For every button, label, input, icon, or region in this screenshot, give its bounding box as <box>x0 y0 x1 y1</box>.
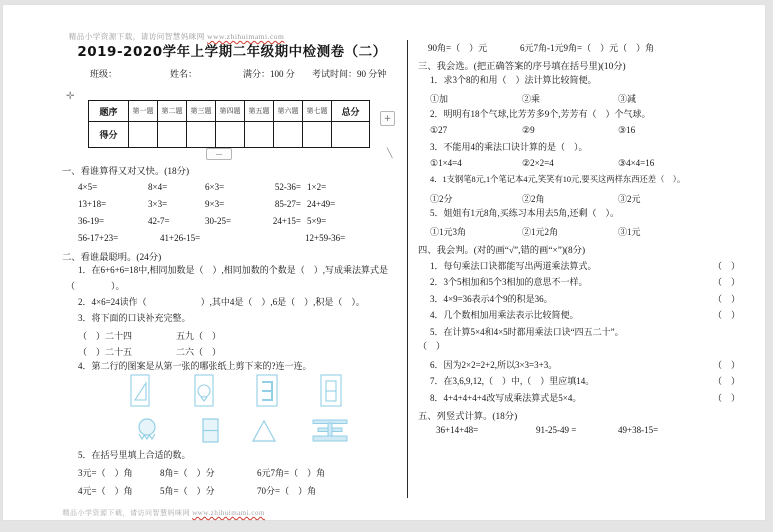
score-cell <box>187 122 216 148</box>
footer-note-text: 精品小学资源下载，请访问智慧妈咪网 <box>62 509 193 517</box>
cut-paper-row <box>125 374 357 408</box>
calc-item: 9×3= <box>205 199 225 209</box>
q2-4: 4．第二行的图案是从第一张的哪张纸上剪下来的?连一连。 <box>78 361 312 371</box>
q2-3: 3．将下面的口诀补充完整。 <box>78 313 191 323</box>
calc-item: 1×2= <box>307 182 327 192</box>
header-url-link[interactable]: www.zhihuimami.com <box>207 32 285 41</box>
money-row <box>78 484 316 497</box>
options-row <box>430 192 641 205</box>
calc-item: 13+18= <box>78 199 107 209</box>
judge-row <box>430 325 740 338</box>
triangle-shape-icon <box>253 421 275 441</box>
exam-time-label: 考试时间：90 分钟 <box>312 69 387 79</box>
score-table-col: 第五题 <box>245 101 274 122</box>
option-item: ③16 <box>618 125 636 135</box>
koujue-row <box>78 345 221 358</box>
calc-item: 42-7= <box>148 216 170 226</box>
table-move-handle-icon[interactable]: ✛ <box>66 91 75 102</box>
judge-bracket: （ ） <box>712 261 740 271</box>
option-item: ②乘 <box>522 94 541 104</box>
judge-text: 1．每句乘法口诀都能写出两道乘法算式。 <box>430 261 597 271</box>
calc-item: 24+15= <box>272 216 301 226</box>
calc-row <box>78 182 326 192</box>
score-table-col: 第六题 <box>274 101 303 122</box>
q2-1-line1: 1．在6+6+6=18中,相同加数是（ ）,相同加数的个数是（ ）,写成乘法算式是 <box>78 265 388 275</box>
money-item: 8角=（ ）分 <box>160 468 215 478</box>
judge-row <box>430 358 740 371</box>
money-item: 70分=（ ）角 <box>257 486 317 496</box>
money-item: 90角=（ ）元 <box>428 43 488 53</box>
page-title: 2019-2020学年上学期二年级期中检测卷（二） <box>77 44 387 60</box>
option-item: ③2元 <box>618 194 641 204</box>
koujue-item: （ ）二十五 <box>78 347 133 357</box>
vertical-calc-row <box>436 425 658 435</box>
option-item: ①27 <box>430 125 448 135</box>
paper-window-cutout-icon <box>321 375 341 406</box>
koujue-item: （ ）二十四 <box>78 331 133 341</box>
score-cell <box>129 122 158 148</box>
score-table <box>88 100 370 148</box>
calc-row <box>78 216 326 226</box>
table-insert-row-button[interactable]: — <box>206 148 232 160</box>
q3-1: 1．求3个8的和用（ ）法计算比较简便。 <box>430 75 597 85</box>
judge-text: 6．因为2×2=2+2,所以3×3=3+3。 <box>430 360 558 370</box>
window-shape-icon <box>203 419 218 442</box>
option-item: ①2分 <box>430 194 453 204</box>
options-row <box>430 125 635 136</box>
score-table-col: 第七题 <box>303 101 332 122</box>
calc-item: 52-36= <box>274 182 301 192</box>
options-row <box>430 225 641 238</box>
wang-shape-icon <box>313 420 347 441</box>
calc-item: 4×5= <box>78 182 98 192</box>
calc-item: 41+26-15= <box>160 233 201 243</box>
koujue-row <box>78 329 221 342</box>
q2-1-line2: （ ）。 <box>66 281 125 291</box>
money-item: 4元=（ ）角 <box>78 486 133 496</box>
calc-row <box>78 233 345 243</box>
score-table-total: 总分 <box>332 101 370 122</box>
judge-row <box>430 308 740 321</box>
koujue-item: 五九（ ） <box>176 331 222 341</box>
judge-row <box>430 292 740 305</box>
paper-balloon-cutout-icon <box>195 375 213 406</box>
option-item: ②2×2=4 <box>522 158 554 168</box>
judge-bracket: （ ） <box>712 393 740 403</box>
header-note <box>64 22 284 42</box>
option-item: ①1元3角 <box>430 227 467 237</box>
section5-heading: 五、列竖式计算。(18分) <box>418 412 518 422</box>
calc-problem: 91-25-49 = <box>536 425 577 435</box>
calc-problem: 36+14+48= <box>436 425 479 435</box>
judge-text: 8．4+4+4+4+4改写成乘法算式是5×4。 <box>430 393 582 403</box>
judge-bracket: （ ） <box>712 310 740 320</box>
table-insert-column-button[interactable]: + <box>380 111 395 126</box>
judge-text: 5．在计算5×4和4×5时都用乘法口诀“四五二十”。 <box>430 327 624 337</box>
paper-triangle-cutout-icon <box>131 375 149 406</box>
options-row <box>430 92 636 105</box>
judge-bracket: （ ） <box>712 277 740 287</box>
q3-3: 3．不能用4的乘法口诀计算的是（ ）。 <box>430 142 588 152</box>
money-continuation-row <box>428 41 654 54</box>
q3-2: 2．明明有18个气球,比芳芳多9个,芳芳有（ ）个气球。 <box>430 109 651 119</box>
money-item: 6元7角=（ ）角 <box>257 468 326 478</box>
cut-shapes-row <box>125 417 357 445</box>
header-note-text: 精品小学资源下载，请访问智慧妈咪网 <box>68 32 208 41</box>
calc-item: 36-19= <box>78 216 105 226</box>
score-table-col: 第二题 <box>158 101 187 122</box>
class-label: 班级： <box>90 69 118 79</box>
judge-text: 7．在3,6,9,12,（ ）中,（ ）里应填14。 <box>430 376 595 386</box>
calc-problem: 49+38-15= <box>618 425 659 435</box>
judge-bracket: （ ） <box>712 294 740 304</box>
section3-heading: 三、我会选。(把正确答案的序号填在括号里)(10分) <box>418 62 626 72</box>
score-cell <box>158 122 187 148</box>
money-row <box>78 466 325 479</box>
column-divider <box>407 40 408 498</box>
section1-heading: 一、看谁算得又对又快。(18分) <box>62 167 190 177</box>
calc-row <box>78 199 335 209</box>
option-item: ②1元2角 <box>522 227 559 237</box>
q2-2: 2．4×6=24读作（ ）,其中4是（ ）,6是（ ）,积是（ ）。 <box>78 297 365 307</box>
score-table-corner: 题序 <box>89 101 129 122</box>
judge-row <box>430 259 740 272</box>
option-item: ③1元 <box>618 227 641 237</box>
section4-heading: 四、我会判。(对的画“√”,错的画“×”)(8分) <box>418 246 586 256</box>
score-row-label: 得分 <box>89 122 129 148</box>
option-item: ③4×4=16 <box>618 158 655 168</box>
judge-bracket: （ ） <box>712 360 740 370</box>
score-table-col: 第一题 <box>129 101 158 122</box>
judge-row <box>430 374 740 387</box>
koujue-item: 二六（ ） <box>176 347 222 357</box>
option-item: ①加 <box>430 94 449 104</box>
calc-item: 85-27= <box>274 199 301 209</box>
balloon-shape-icon <box>139 419 155 439</box>
table-resize-handle-icon[interactable]: ╲ <box>387 149 393 159</box>
calc-item: 6×3= <box>205 182 225 192</box>
score-table-col: 第四题 <box>216 101 245 122</box>
option-item: ②9 <box>522 125 535 135</box>
money-item: 6元7角-1元9角=（ ）元（ ）角 <box>520 43 655 53</box>
q3-4: 4．1支钢笔8元,1个笔记本4元,笑笑有10元,要买这两样东西还差（ ）。 <box>430 175 686 184</box>
name-label: 姓名： <box>170 69 198 79</box>
judge-orphan-bracket: （ ） <box>418 341 446 351</box>
footer-url-link[interactable]: www.zhihuimami.com <box>192 509 265 517</box>
full-score-label: 满分：100 分 <box>243 69 295 79</box>
judge-row <box>430 391 740 404</box>
judge-text: 2．3个5相加和5个3相加的意思不一样。 <box>430 277 588 287</box>
judge-text: 4．几个数相加用乘法表示比较简便。 <box>430 310 579 320</box>
footer-note <box>58 500 265 518</box>
option-item: ②2角 <box>522 194 545 204</box>
calc-item: 24+49= <box>307 199 336 209</box>
calc-item: 5×9= <box>307 216 327 226</box>
score-cell <box>245 122 274 148</box>
calc-item: 12+59-36= <box>305 233 346 243</box>
option-item: ①1×4=4 <box>430 158 462 168</box>
section2-heading: 二、看谁最聪明。(24分) <box>62 253 162 263</box>
judge-text: 3．4×9=36表示4个9的积是36。 <box>430 294 553 304</box>
money-item: 5角=（ ）分 <box>160 486 215 496</box>
calc-item: 56-17+23= <box>78 233 119 243</box>
score-cell <box>216 122 245 148</box>
paper-comb-cutout-icon <box>257 375 277 406</box>
judge-row <box>430 275 740 288</box>
q2-5: 5．在括号里填上合适的数。 <box>78 450 191 460</box>
money-item: 3元=（ ）角 <box>78 468 133 478</box>
calc-item: 3×3= <box>148 199 168 209</box>
option-item: ③减 <box>618 94 637 104</box>
judge-bracket: （ ） <box>712 376 740 386</box>
score-cell <box>274 122 303 148</box>
calc-item: 30-25= <box>205 216 232 226</box>
score-table-col: 第三题 <box>187 101 216 122</box>
score-cell <box>332 122 370 148</box>
score-cell <box>303 122 332 148</box>
calc-item: 8×4= <box>148 182 168 192</box>
options-row <box>430 158 654 169</box>
q3-5: 5．姐姐有1元8角,买练习本用去5角,还剩（ ）。 <box>430 208 620 218</box>
